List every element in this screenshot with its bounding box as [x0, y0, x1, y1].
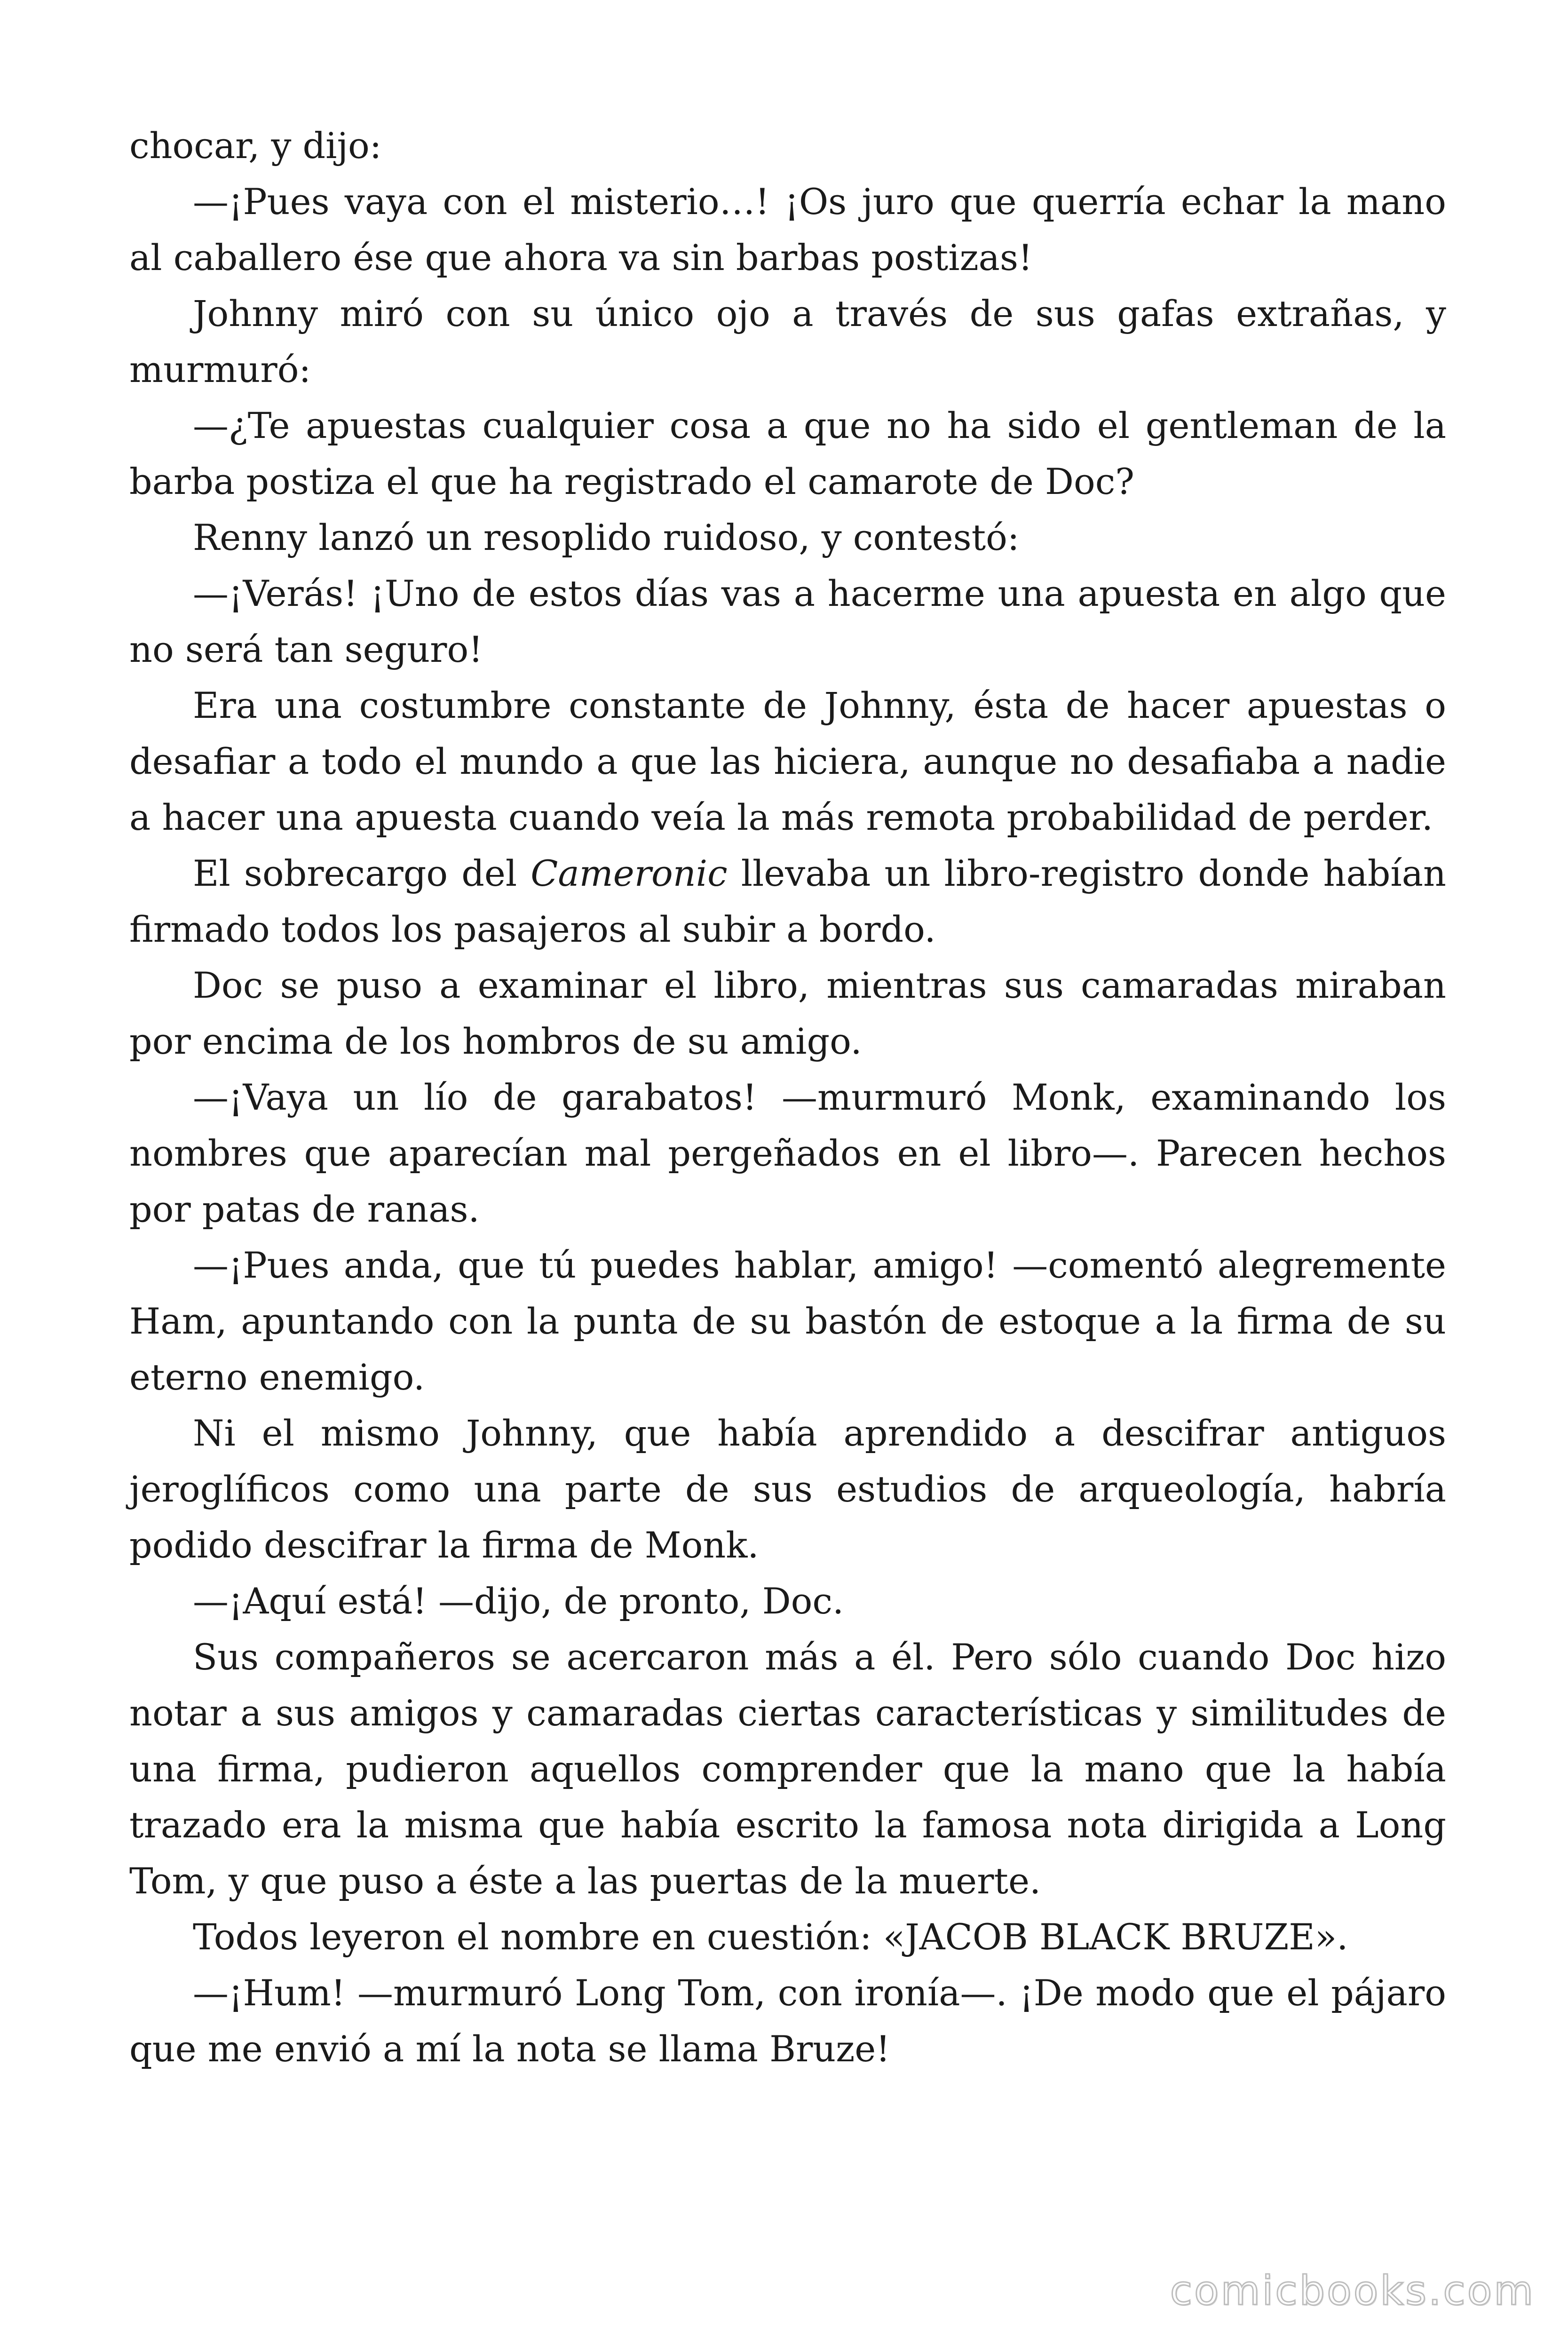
paragraph: —¡Aquí está! —dijo, de pronto, Doc. [193, 1580, 844, 1622]
paragraph: Doc se puso a examinar el libro, mientras sus camaradas miraban por encima de los hombros de su amigo. [129, 964, 1446, 1062]
paragraph: —¡Pues anda, que tú puedes hablar, amigo! —comentó alegremente Ham, apuntando con la punta de su bastón de estoque a la firma de su eterno enemigo. [129, 1244, 1446, 1398]
paragraph: Era una costumbre constante de Johnny, ésta de hacer apuestas o desafiar a todo el mundo a que las hiciera, aunque no desafiaba a nadie a hacer una apuesta cuando veía la más remota probabilidad de perder. [129, 684, 1446, 838]
ship-name: Cameronic [531, 852, 728, 894]
paragraph: —¡Vaya un lío de garabatos! —murmuró Monk, examinando los nombres que aparecían mal pergeñados en el libro—. Parecen hechos por patas de ranas. [129, 1076, 1446, 1230]
paragraph: Johnny miró con su único ojo a través de sus gafas extrañas, y murmuró: [129, 293, 1446, 390]
paragraph: Todos leyeron el nombre en cuestión: «JACOB BLACK BRUZE». [193, 1916, 1348, 1958]
paragraph: Ni el mismo Johnny, que había aprendido a descifrar antiguos jeroglíficos como una parte de sus estudios de arqueología, habría podido descifrar la firma de Monk. [129, 1412, 1446, 1566]
paragraph: —¡Pues vaya con el misterio…! ¡Os juro que querría echar la mano al caballero ése que ahora va sin barbas postizas! [129, 181, 1446, 278]
paragraph: —¡Verás! ¡Uno de estos días vas a hacerme una apuesta en algo que no será tan seguro! [129, 572, 1446, 670]
paragraph: —¿Te apuestas cualquier cosa a que no ha sido el gentleman de la barba postiza el que ha registrado el camarote de Doc? [129, 405, 1446, 502]
paragraph-text-after: llevaba un libro-registro donde habían firmado todos los pasajeros al subir a bordo. [129, 852, 1446, 950]
page-text [129, 118, 1446, 2077]
paragraph: Sus compañeros se acercaron más a él. Pero sólo cuando Doc hizo notar a sus amigos y camaradas ciertas características y similitudes de una firma, pudieron aquellos comprender que la mano que la había trazado era la misma que había escrito la famosa nota dirigida a Long Tom, y que puso a éste a las puertas de la muerte. [129, 1636, 1446, 1902]
paragraph: Renny lanzó un resoplido ruidoso, y contestó: [193, 516, 1020, 558]
paragraph: chocar, y dijo: [129, 125, 382, 167]
paragraph: —¡Hum! —murmuró Long Tom, con ironía—. ¡De modo que el pájaro que me envió a mí la nota se llama Bruze! [129, 1972, 1446, 2070]
watermark: comicbooks.com [1170, 2267, 1535, 2314]
paragraph-text-before: El sobrecargo del [193, 852, 531, 894]
paragraph [129, 845, 1446, 957]
